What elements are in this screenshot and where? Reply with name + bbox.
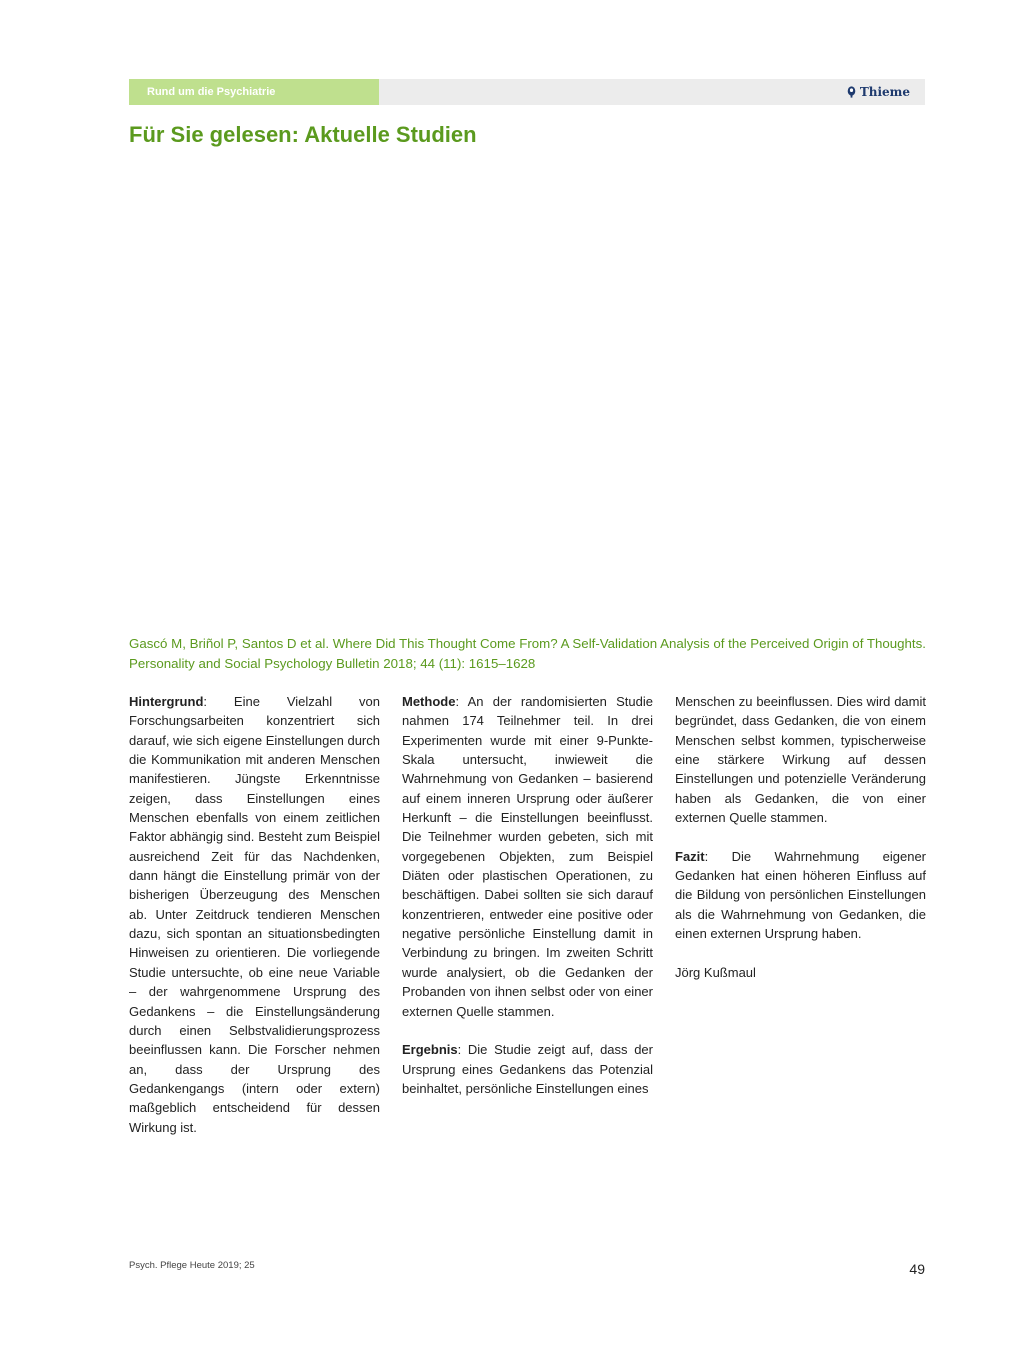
fazit-heading: Fazit (675, 848, 705, 864)
methode-text: : An der randomisierten Studie nahmen 174 Teilnehmer teil. In drei Experimenten wurde mit einer 9-Punkte-Skala untersucht, inwieweit die Wahrnehmung von Gedanken – basierend auf einem inneren Ursprung oder äußerer Herkunft – die Einstellungen beeinflusst. Die Teilnehmer wurden gebeten, sich mit vorgegebenen Objekten, zum Beispiel Diäten oder plastischen Operationen, zu beschäftigen. Dabei sollten sie sich darauf konzentrieren, entweder eine positive oder negative persönliche Einstellung damit in Verbindung zu bringen. Im zweiten Schritt wurde analysiert, ob die Gedanken der Probanden von ihnen selbst oder von einer externen Quelle stammen. (402, 694, 653, 1019)
publisher-logo (847, 79, 910, 105)
header-bar (129, 79, 925, 105)
column-2 (402, 692, 653, 1118)
author-name: Jörg Kußmaul (675, 964, 756, 980)
footer-journal: Psych. Pflege Heute 2019; 25 (129, 1260, 255, 1271)
methode-heading: Methode (402, 694, 456, 709)
column-3 (675, 692, 926, 1002)
publisher-name: Thieme (859, 85, 910, 99)
fazit-text: : Die Wahrnehmung eigener Gedanken hat einen höheren Einfluss auf die Bildung von persönlichen Einstellungen als die Wahrnehmung von Gedanken, die einen externen Ursprung haben. (675, 848, 926, 942)
hintergrund-text: : Eine Vielzahl von Forschungsarbeiten konzentriert sich darauf, wie sich eigene Einstellungen durch die Kommunikation mit anderen Menschen manifestieren. Jüngste Erkenntnisse zeigen, dass Einstellungen eines Menschen ebenfalls von einem zeitlichen Faktor abhängig sind. Besteht zum Beispiel ausreichend Zeit für das Nachdenken, dann hängt die Einstellung primär von der bisherigen Überzeugung des Menschen ab. Unter Zeitdruck tendieren Menschen dazu, sich spontan an situationsbedingten Hinweisen zu orientieren. Die vorliegende Studie untersuchte, ob eine neue Variable – der wahrgenommene Ursprung des Gedankens – die Einstellungsänderung durch einen Selbstvalidierungsprozess beeinflussen kann. Die Forscher nehmen an, dass der Ursprung des Gedankengangs (intern oder extern) maßgeblich entscheidend für dessen Wirkung ist. (129, 694, 380, 1135)
page-title: Für Sie gelesen: Aktuelle Studien (129, 122, 477, 147)
ergebnis-text: : Die Studie zeigt auf, dass der Ursprung eines Gedankens das Potenzial beinhaltet, persönliche Einstellungen eines (402, 1042, 653, 1096)
ergebnis-paragraph (402, 1040, 653, 1098)
column-1 (129, 692, 380, 1156)
hintergrund-paragraph (129, 692, 380, 1137)
ergebnis-continuation: Menschen zu beeinflussen. Dies wird damit begründet, dass Gedanken, die von einem Menschen selbst kommen, typischerweise eine stärkere Wirkung auf dessen Einstellungen und potenzielle Veränderung haben als Gedanken, die von einer externen Quelle stammen. (675, 694, 926, 826)
section-tag: Rund um die Psychiatrie (129, 79, 379, 105)
page-number: 49 (909, 1261, 925, 1277)
ergebnis-heading: Ergebnis (402, 1042, 458, 1058)
fazit-paragraph (675, 847, 926, 944)
thieme-logo-icon (847, 86, 856, 98)
hintergrund-heading: Hintergrund (129, 694, 204, 709)
study-citation: Gascó M, Briñol P, Santos D et al. Where Did This Thought Come From? A Self-Validation Analysis of the Perceived Origin of Thoughts. Personality and Social Psychology Bulletin 2018; 44 (11): 1615–1628 (129, 636, 926, 671)
methode-paragraph (402, 692, 653, 1021)
